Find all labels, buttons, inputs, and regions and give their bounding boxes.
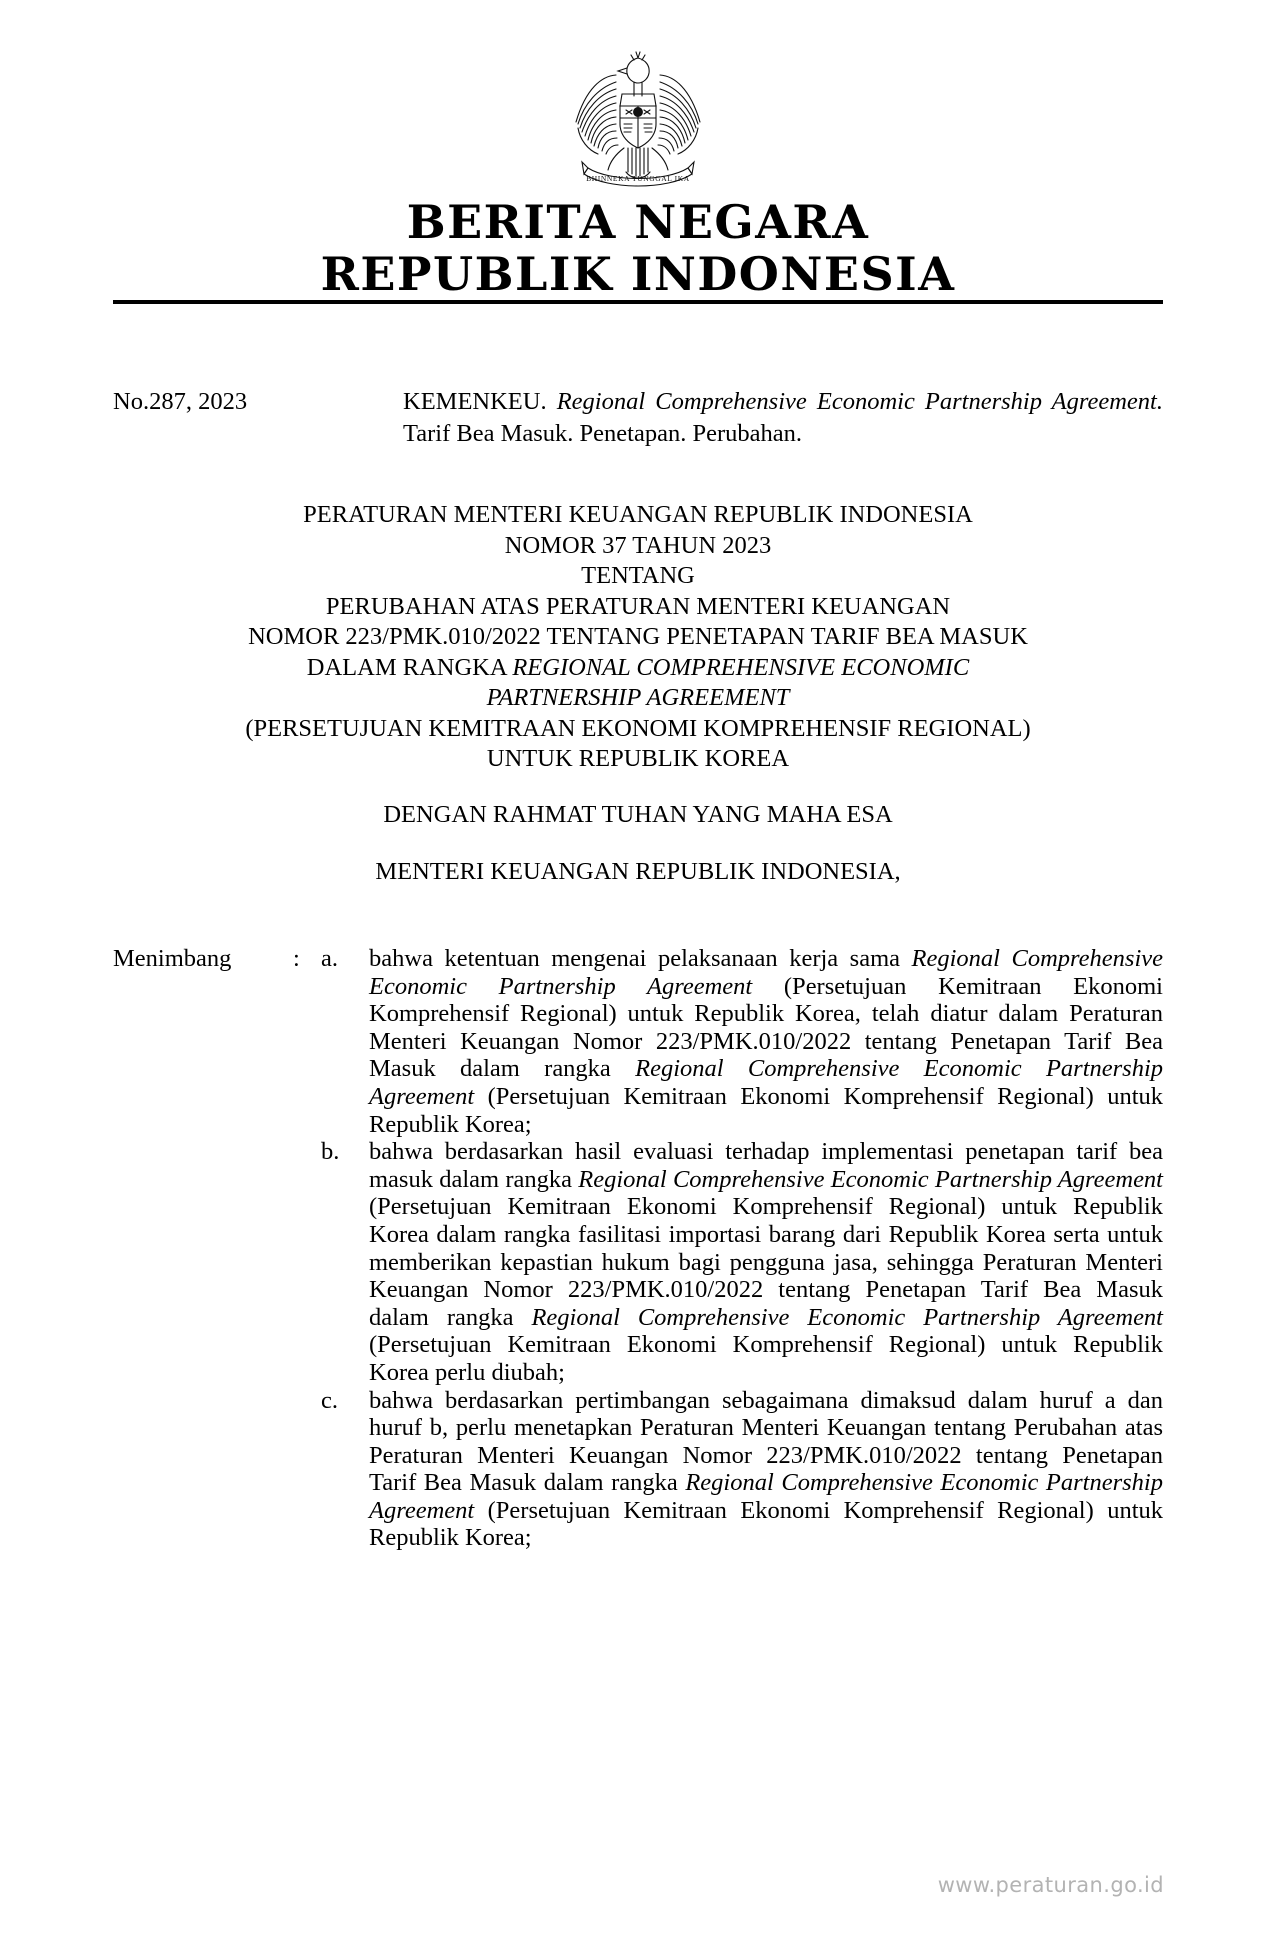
consideration-item-b (113, 1138, 1163, 1386)
cons-a-part-1: Regional Comprehensive Economic Partnership Agreement (369, 945, 1163, 1000)
title-line-3: TENTANG (581, 562, 695, 589)
title-line-7-italic: PARTNERSHIP AGREEMENT (486, 684, 790, 711)
title-line-2: NOMOR 37 TAHUN 2023 (504, 531, 772, 559)
masthead (113, 196, 1163, 300)
title-line-6-plain: DALAM RANGKA (306, 653, 513, 681)
consideration-text-a (369, 945, 1163, 1138)
title-line-4: PERUBAHAN ATAS PERATURAN MENTERI KEUANGAN (325, 592, 951, 620)
consideration-letter-a: a. (321, 945, 338, 972)
title-line-6-italic: REGIONAL COMPREHENSIVE ECONOMIC (512, 653, 970, 681)
svg-text:BHINNEKA TUNGGAL IKA: BHINNEKA TUNGGAL IKA (585, 174, 690, 183)
authority-line: MENTERI KEUANGAN REPUBLIK INDONESIA, (375, 858, 901, 885)
title-line-1: PERATURAN MENTERI KEUANGAN REPUBLIK INDONESIA (303, 501, 973, 528)
gazette-subject-tail: Tarif Bea Masuk. Penetapan. Perubahan. (403, 420, 802, 447)
cons-b-part-3: Regional Comprehensive Economic Partnership Agreement (531, 1303, 1163, 1331)
cons-a-part-0: bahwa ketentuan mengenai pelaksanaan kerja sama (369, 945, 912, 972)
cons-c-part-2: (Persetujuan Kemitraan Ekonomi Komprehensif Regional) untuk Republik Korea; (369, 1496, 1163, 1552)
gazette-number: No.287, 2023 (113, 388, 248, 415)
cons-b-part-4: (Persetujuan Kemitraan Ekonomi Komprehensif Regional) untuk Republik Korea perlu diubah; (369, 1331, 1163, 1386)
emblem-container (0, 48, 1275, 205)
cons-a-part-2: (Persetujuan Kemitraan Ekonomi Komprehensif Regional) untuk Republik Korea, telah diatur dalam Peraturan Menteri Keuangan Nomor 223/PMK.010/2022 tentang Penetapan Tarif Bea Masuk dalam rangka (369, 972, 1163, 1083)
garuda-pancasila-emblem (554, 48, 722, 200)
considerations-section (113, 945, 1163, 1552)
title-line-5: NOMOR 223/PMK.010/2022 TENTANG PENETAPAN TARIF BEA MASUK (248, 623, 1028, 650)
title-line-6 (113, 653, 1163, 684)
gazette-subject (403, 386, 1163, 450)
consideration-letter-b: b. (321, 1138, 340, 1166)
cons-c-part-1: Regional Comprehensive Economic Partnership Agreement (369, 1469, 1163, 1524)
blessing-line: DENGAN RAHMAT TUHAN YANG MAHA ESA (383, 801, 893, 828)
masthead-line-1: BERITA NEGARA (406, 195, 870, 249)
considerations-label: Menimbang (113, 945, 232, 972)
gazette-meta (113, 386, 1163, 450)
cons-a-part-3: Regional Comprehensive Economic Partnership Agreement (369, 1055, 1163, 1110)
considerations-colon: : (293, 945, 300, 972)
masthead-line-2: REPUBLIK INDONESIA (320, 247, 956, 301)
title-line-8: (PERSETUJUAN KEMITRAAN EKONOMI KOMPREHENSIF REGIONAL) (245, 714, 1031, 742)
gazette-subject-agency: KEMENKEU. (403, 388, 557, 415)
source-watermark: www.peraturan.go.id (937, 1873, 1164, 1897)
consideration-item-a (113, 945, 1163, 1138)
consideration-text-c (369, 1387, 1163, 1553)
cons-c-part-0: bahwa berdasarkan pertimbangan sebagaimana dimaksud dalam huruf a dan huruf b, perlu menetapkan Peraturan Menteri Keuangan tentang Perubahan atas Peraturan Menteri Keuangan Nomor 223/PMK.010/2022 tentang Penetapan Tarif Bea Masuk dalam rangka (369, 1386, 1163, 1497)
gazette-subject-agreement: Regional Comprehensive Economic Partnership Agreement. (556, 388, 1163, 415)
masthead-divider (113, 300, 1163, 304)
cons-b-part-1: Regional Comprehensive Economic Partnership Agreement (578, 1165, 1163, 1193)
consideration-item-c (113, 1387, 1163, 1553)
cons-b-part-2: (Persetujuan Kemitraan Ekonomi Komprehensif Regional) untuk Republik Korea dalam rangka fasilitasi importasi barang dari Republik Korea serta untuk memberikan kepastian hukum bagi pengguna jasa, sehingga Peraturan Menteri Keuangan Nomor 223/PMK.010/2022 tentang Penetapan Tarif Bea Masuk dalam rangka (369, 1193, 1163, 1331)
consideration-text-b (369, 1138, 1163, 1386)
title-line-9: UNTUK REPUBLIK KOREA (486, 745, 790, 772)
regulation-title (113, 500, 1163, 775)
cons-b-part-0: bahwa berdasarkan hasil evaluasi terhadap implementasi penetapan tarif bea masuk dalam rangka (369, 1138, 1163, 1193)
title-line-7 (113, 683, 1163, 714)
cons-a-part-4: (Persetujuan Kemitraan Ekonomi Komprehensif Regional) untuk Republik Korea; (369, 1082, 1163, 1138)
consideration-letter-c: c. (321, 1386, 338, 1414)
